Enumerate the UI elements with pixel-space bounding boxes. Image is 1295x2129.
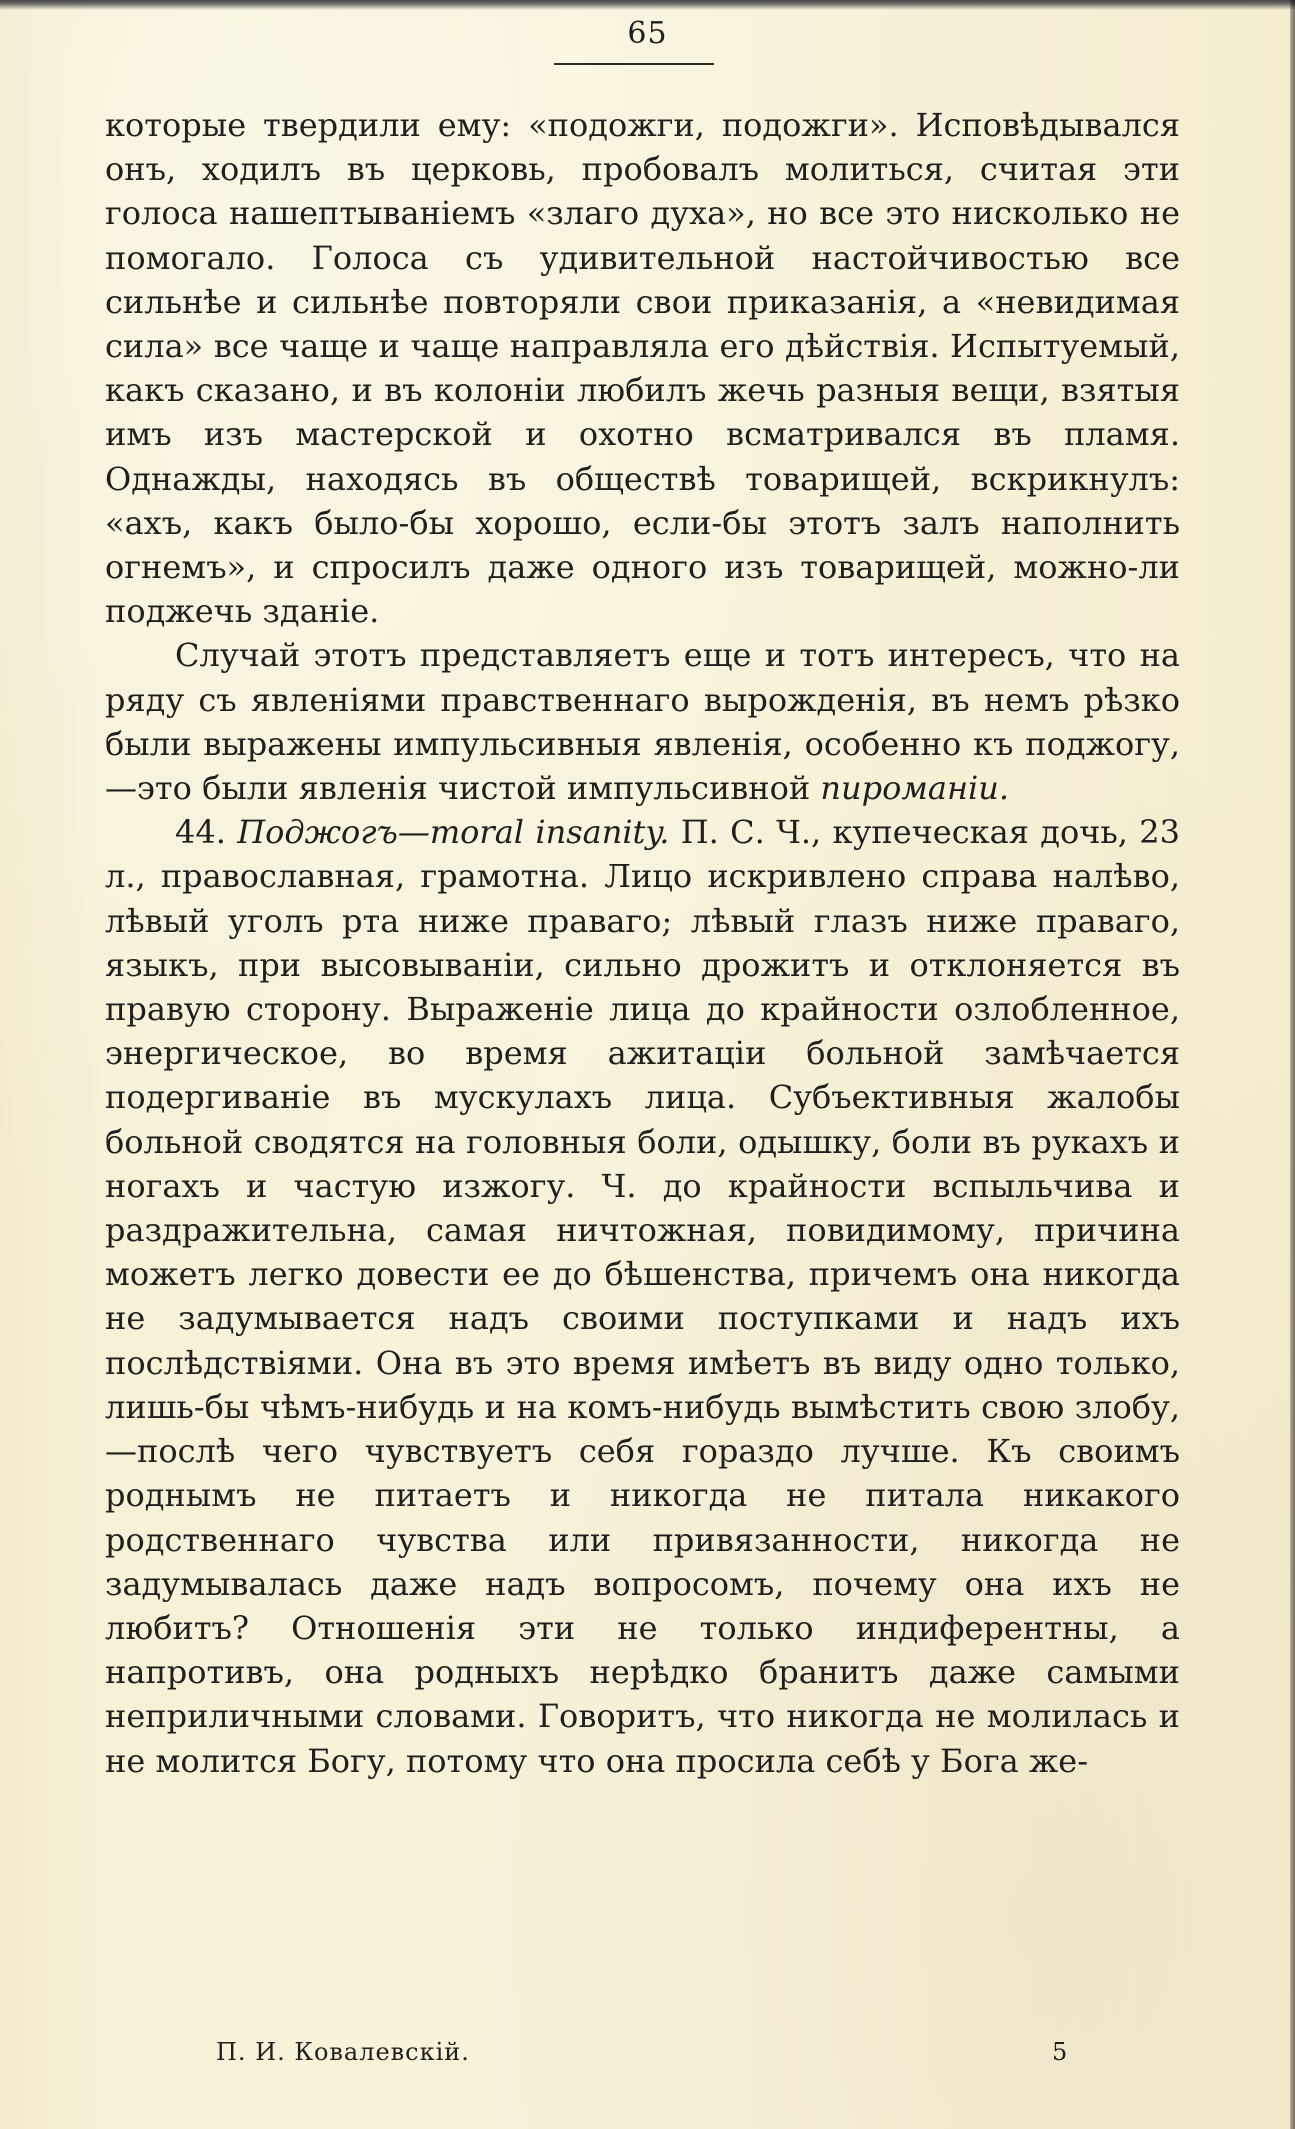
page-top-shadow [0, 0, 1295, 10]
header-rule [554, 63, 714, 65]
case-paragraph [105, 810, 1180, 1782]
paragraph-text: Случай этотъ представляетъ еще и тотъ интересъ, что на ряду съ явленіями правственнаго вырожденія, въ немъ рѣзко были выражены импульсивныя явленія, особенно къ поджогу,—это были явленія чистой импульсивной [105, 636, 1180, 808]
page-right-shadow [1290, 0, 1295, 2129]
paragraph-continued [105, 103, 1180, 633]
case-number: 44. [175, 813, 238, 852]
page-number: 65 [627, 16, 668, 51]
paragraph-text: которые твердили ему: «подожги, подожги». Исповѣдывался онъ, ходилъ въ церковь, пробовалъ молиться, считая эти голоса нашептываніемъ «злаго духа», но все это нисколько не помогало. Голоса съ удивительной настойчивостью все сильнѣе и сильнѣе повторяли свои приказанія, а «невидимая сила» все чаще и чаще направляла его дѣйствія. Испытуемый, какъ сказано, и въ колоніи любилъ жечь разныя вещи, взятыя имъ изъ мастерской и охотно всматривался въ пламя. Однажды, находясь въ обществѣ товарищей, вскрикнулъ: «ахъ, какъ было-бы хорошо, если-бы этотъ залъ наполнить огнемъ», и спросилъ даже одного изъ товарищей, можно-ли поджечь зданіе. [105, 106, 1180, 631]
paragraph-interpretation [105, 633, 1180, 810]
paragraph-italic-term: пироманіи. [820, 769, 1010, 808]
case-title: Поджогъ—moral insanity. [237, 813, 670, 852]
case-text: П. С. Ч., купеческая дочь, 23 л., православная, грамотна. Лицо искривлено справа налѣво, лѣвый уголъ рта ниже праваго; лѣвый глазъ ниже праваго, языкъ, при высовываніи, сильно дрожитъ и отклоняется въ правую сторону. Выраженіе лица до крайности озлобленное, энергическое, во время ажитаціи больной замѣчается подергиваніе въ мускулахъ лица. Субъективныя жалобы больной сводятся на головныя боли, одышку, боли въ рукахъ и ногахъ и частую изжогу. Ч. до крайности вспыльчива и раздражительна, самая ничтожная, повидимому, причина можетъ легко довести ее до бѣшенства, причемъ она никогда не задумывается надъ своими поступками и надъ ихъ послѣдствіями. Она въ это время имѣетъ въ виду одно только, лишь-бы чѣмъ-нибудь и на комъ-нибудь вымѣстить свою злобу,—послѣ чего чувствуетъ себя гораздо лучше. Къ своимъ роднымъ не питаетъ и никогда не питала никакого родственнаго чувства или привязанности, никогда не задумывалась даже надъ вопросомъ, почему она ихъ не любитъ? Отношенія эти не только индиферентны, а напротивъ, она родныхъ нерѣдко бранитъ даже самыми неприличными словами. Говоритъ, что никогда не молилась и не молится Богу, потому что она просила себѣ у Бога же- [105, 813, 1180, 1780]
footer-signature: 5 [1052, 2038, 1069, 2066]
page-body [105, 103, 1180, 1783]
page-footer [0, 2038, 1295, 2078]
footer-author: П. И. Ковалевскій. [216, 2038, 470, 2066]
